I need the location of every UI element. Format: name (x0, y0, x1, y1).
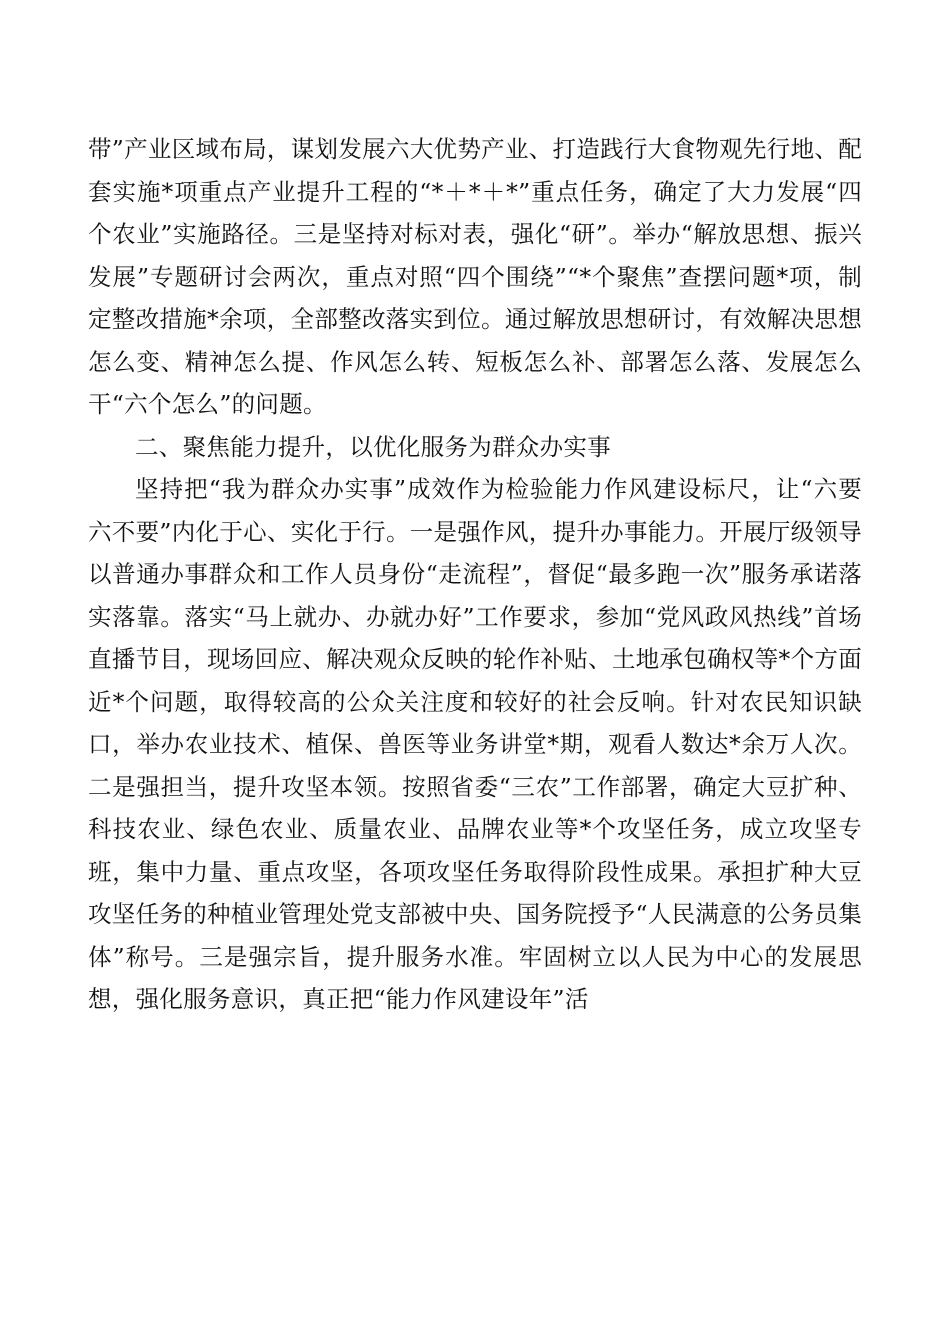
document-body (88, 128, 862, 1021)
section-heading: 二、聚焦能力提升，以优化服务为群众办实事 (135, 432, 611, 461)
body-paragraph: 带”产业区域布局，谋划发展六大优势产业、打造践行大食物观先行地、配套实施*项重点产业提升工程的“*＋*＋*”重点任务，确定了大力发展“四个农业”实施路径。三是坚持对标对表，强化“研”。举办“解放思想、振兴发展”专题研讨会两次，重点对照“四个围绕”“*个聚焦”查摆问题*项，制定整改措施*余项，全部整改落实到位。通过解放思想研讨，有效解决思想怎么变、精神怎么提、作风怎么转、短板怎么补、部署怎么落、发展怎么干“六个怎么”的问题。 (88, 135, 862, 418)
body-paragraph: 坚持把“我为群众办实事”成效作为检验能力作风建设标尺，让“六要六不要”内化于心、实化于行。一是强作风，提升办事能力。开展厅级领导以普通办事群众和工作人员身份“走流程”，督促“最多跑一次”服务承诺落实落靠。落实“马上就办、办就办好”工作要求，参加“党风政风热线”首场直播节目，现场回应、解决观众反映的轮作补贴、土地承包确权等*个方面近*个问题，取得较高的公众关注度和较好的社会反响。针对农民知识缺口，举办农业技术、植保、兽医等业务讲堂*期，观看人数达*余万人次。二是强担当，提升攻坚本领。按照省委“三农”工作部署，确定大豆扩种、科技农业、绿色农业、质量农业、品牌农业等*个攻坚任务，成立攻坚专班，集中力量、重点攻坚，各项攻坚任务取得阶段性成果。承担扩种大豆攻坚任务的种植业管理处党支部被中央、国务院授予“人民满意的公务员集体”称号。三是强宗旨，提升服务水准。牢固树立以人民为中心的发展思想，强化服务意识，真正把“能力作风建设年”活 (88, 475, 862, 1013)
